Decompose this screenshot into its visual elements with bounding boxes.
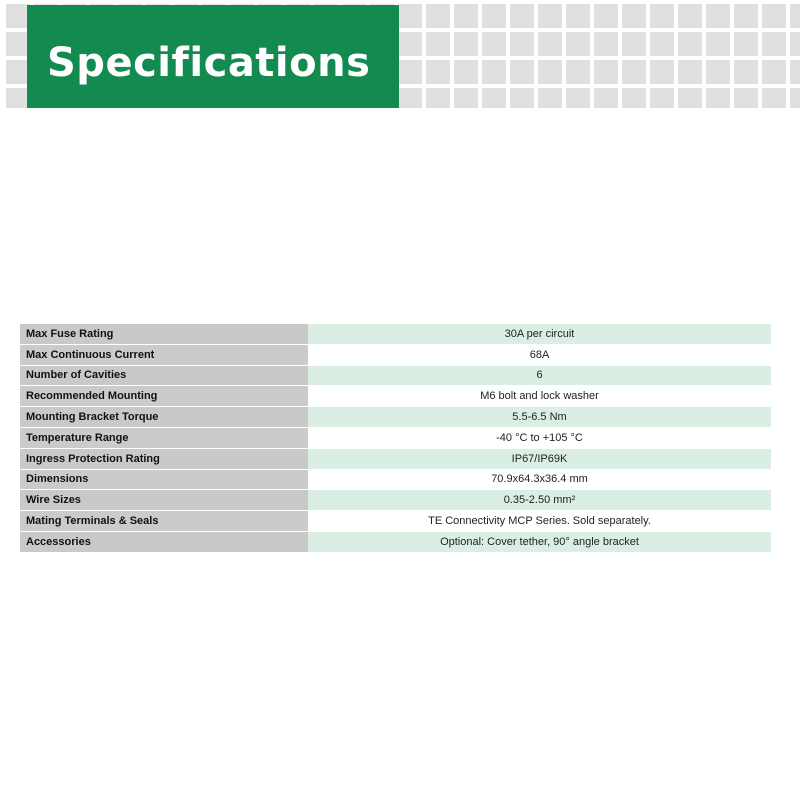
header-tile [566, 60, 590, 84]
header-tile [762, 32, 786, 56]
header-tile [594, 32, 618, 56]
header-tile [678, 32, 702, 56]
header-tile [426, 88, 450, 108]
header-tile [566, 32, 590, 56]
header-tile [650, 88, 674, 108]
spec-value: 68A [308, 345, 771, 365]
spec-value: -40 °C to +105 °C [308, 428, 771, 448]
header-tile [482, 88, 506, 108]
spec-row [20, 490, 771, 511]
spec-row [20, 532, 771, 553]
header-tile [594, 4, 618, 28]
header-tile [790, 4, 800, 28]
header-tile [650, 32, 674, 56]
header-tile [734, 32, 758, 56]
spec-row [20, 428, 771, 449]
header-tile [650, 60, 674, 84]
spec-row [20, 511, 771, 532]
header-tile [706, 60, 730, 84]
spec-value: 5.5-6.5 Nm [308, 407, 771, 427]
spec-row [20, 386, 771, 407]
header-tile [706, 32, 730, 56]
spec-label: Wire Sizes [20, 490, 308, 510]
header-tile [398, 32, 422, 56]
header-tile [454, 32, 478, 56]
title-banner [27, 5, 399, 108]
header-tile [398, 88, 422, 108]
header-tile [678, 60, 702, 84]
spec-label: Ingress Protection Rating [20, 449, 308, 469]
spec-value: 30A per circuit [308, 324, 771, 344]
header-tile [762, 4, 786, 28]
spec-value: M6 bolt and lock washer [308, 386, 771, 406]
header-tile [510, 4, 534, 28]
header-tile [622, 60, 646, 84]
header-tile [538, 60, 562, 84]
spec-row [20, 366, 771, 387]
header-tile [538, 32, 562, 56]
header-tile [454, 88, 478, 108]
header-tile [510, 32, 534, 56]
header-tile [398, 4, 422, 28]
header-tile [622, 32, 646, 56]
header-tile [706, 4, 730, 28]
spec-value: 6 [308, 366, 771, 386]
spec-value: Optional: Cover tether, 90° angle bracket [308, 532, 771, 552]
spec-label: Max Continuous Current [20, 345, 308, 365]
spec-label: Accessories [20, 532, 308, 552]
header-tile [762, 60, 786, 84]
header-tile [734, 4, 758, 28]
header-tile [678, 88, 702, 108]
header-tile [454, 60, 478, 84]
header-tile [426, 4, 450, 28]
header-tile [538, 4, 562, 28]
header-tile [790, 32, 800, 56]
spec-label: Number of Cavities [20, 366, 308, 386]
spec-value: TE Connectivity MCP Series. Sold separately. [308, 511, 771, 531]
header-tile [482, 4, 506, 28]
spec-value: 70.9x64.3x36.4 mm [308, 470, 771, 490]
header-tile [650, 4, 674, 28]
spec-row [20, 470, 771, 491]
header-tile [734, 88, 758, 108]
header-tile [426, 32, 450, 56]
header-tile [622, 4, 646, 28]
spec-label: Max Fuse Rating [20, 324, 308, 344]
header-tile [538, 88, 562, 108]
header-tile [426, 60, 450, 84]
header-tile [566, 4, 590, 28]
header-tile [762, 88, 786, 108]
spec-row [20, 345, 771, 366]
header-tile [510, 88, 534, 108]
spec-label: Dimensions [20, 470, 308, 490]
spec-row [20, 449, 771, 470]
header-tile [454, 4, 478, 28]
spec-label: Mating Terminals & Seals [20, 511, 308, 531]
spec-row [20, 407, 771, 428]
spec-row [20, 324, 771, 345]
header-tile [594, 60, 618, 84]
header-tile [482, 32, 506, 56]
header-tile [482, 60, 506, 84]
spec-label: Recommended Mounting [20, 386, 308, 406]
spec-value: IP67/IP69K [308, 449, 771, 469]
header-tile [790, 60, 800, 84]
header-tile [398, 60, 422, 84]
header-tile [706, 88, 730, 108]
header-tile [790, 88, 800, 108]
header-tile [594, 88, 618, 108]
header-tile [566, 88, 590, 108]
spec-table [20, 324, 771, 553]
spec-value: 0.35-2.50 mm² [308, 490, 771, 510]
spec-label: Temperature Range [20, 428, 308, 448]
page-title: Specifications [47, 40, 371, 86]
header-tile [622, 88, 646, 108]
spec-label: Mounting Bracket Torque [20, 407, 308, 427]
header-tile [678, 4, 702, 28]
header-tile [510, 60, 534, 84]
header-tile [734, 60, 758, 84]
